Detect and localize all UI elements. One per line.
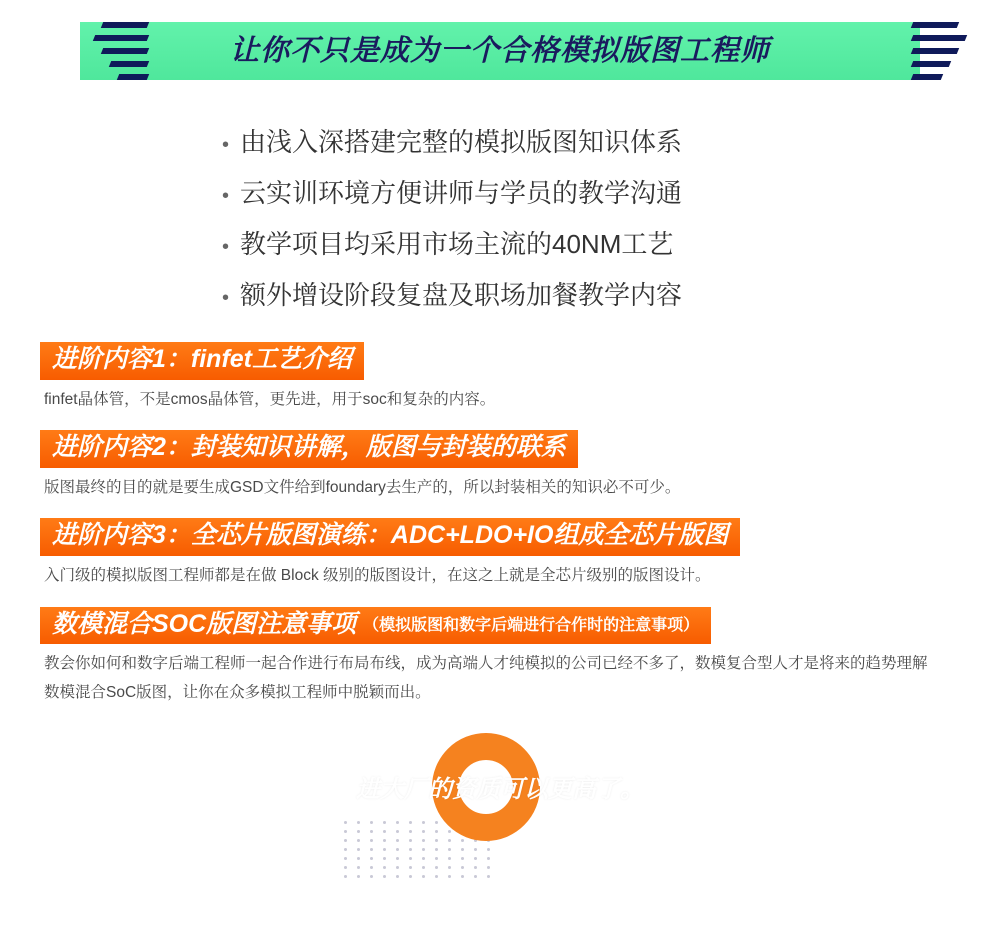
footer-block xyxy=(0,721,1000,881)
section-body-text: finfet晶体管，不是cmos晶体管，更先进，用于soc和复杂的内容。 xyxy=(44,390,496,408)
list-item xyxy=(0,224,1000,261)
section-body-text: 教会你如何和数字后端工程师一起合作进行布局布线，成为高端人才纯模拟的公司已经不多了，数模复合型人才是将来的趋势理解数模混合SoC版图，让你在众多模拟工程师中脱颖而出。 xyxy=(44,655,928,701)
section-heading-badge xyxy=(40,430,578,468)
header-banner xyxy=(0,0,1000,100)
section-heading-label: 进阶内容2：封装知识讲解，版图与封装的联系 xyxy=(52,433,566,462)
list-item-label: 额外增设阶段复盘及职场加餐教学内容 xyxy=(240,280,683,310)
section-heading-badge xyxy=(40,607,711,645)
section-body-text: 入门级的模拟版图工程师都是在做 Block 级别的版图设计，在这之上就是全芯片级别的版图设计。 xyxy=(44,566,711,584)
bullet-dot-icon: • xyxy=(222,134,230,156)
section-advanced-1 xyxy=(0,326,1000,414)
list-item-label: 教学项目均采用市场主流的40NM工艺 xyxy=(240,229,674,259)
list-item xyxy=(0,122,1000,159)
bullet-dot-icon: • xyxy=(222,185,230,207)
section-advanced-3 xyxy=(0,502,1000,590)
section-mixed-signal-soc xyxy=(0,591,1000,708)
list-item-label: 云实训环境方便讲师与学员的教学沟通 xyxy=(240,178,683,208)
section-heading-label: 数模混合SOC版图注意事项 xyxy=(52,609,357,638)
list-item xyxy=(0,275,1000,312)
section-heading-badge xyxy=(40,342,364,380)
section-heading-badge xyxy=(40,518,740,556)
section-body-text: 版图最终的目的就是要生成GSD文件给到foundary去生产的，所以封装相关的知识必不可少。 xyxy=(44,478,681,496)
bullet-dot-icon: • xyxy=(222,287,230,309)
section-heading-label: 进阶内容1：finfet工艺介绍 xyxy=(52,345,353,373)
list-item-label: 由浅入深搭建完整的模拟版图知识体系 xyxy=(240,127,683,157)
section-subheading-label: （模拟版图和数字后端进行合作时的注意事项） xyxy=(363,616,700,634)
feature-bullet-list xyxy=(0,122,1000,312)
page-title: 让你不只是成为一个合格模拟版图工程师 xyxy=(229,35,770,67)
bullet-dot-icon: • xyxy=(222,236,230,258)
footer-tagline: 进大厂的资质可以更高了。 xyxy=(356,776,644,804)
section-heading-label: 进阶内容3：全芯片版图演练：ADC+LDO+IO组成全芯片版图 xyxy=(52,521,729,550)
list-item xyxy=(0,173,1000,210)
section-advanced-2 xyxy=(0,414,1000,502)
